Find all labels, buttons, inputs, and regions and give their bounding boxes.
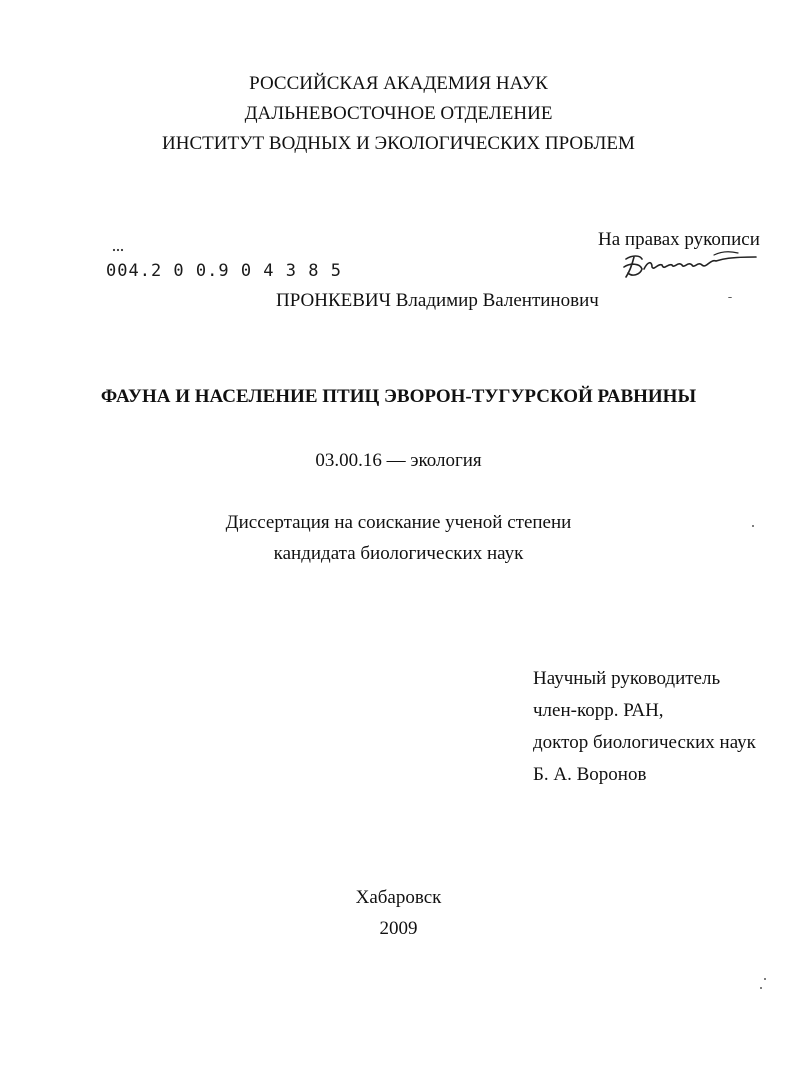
registration-dots-mark <box>112 248 124 252</box>
scan-speck <box>728 297 732 298</box>
supervisor-role: Научный руководитель <box>533 668 721 689</box>
supervisor-name: Б. А. Воронов <box>533 764 647 785</box>
scan-speck <box>752 525 754 527</box>
institution-institute: ИНСТИТУТ ВОДНЫХ И ЭКОЛОГИЧЕСКИХ ПРОБЛЕМ <box>162 133 635 154</box>
scan-speck <box>760 987 762 989</box>
specialty-code: 03.00.16 — экология <box>315 450 482 471</box>
supervisor-rank: член-корр. РАН, <box>533 700 664 721</box>
manuscript-rights-note: На правах рукописи <box>598 229 760 250</box>
dissertation-title: ФАУНА И НАСЕЛЕНИЕ ПТИЦ ЭВОРОН-ТУГУРСКОЙ РАВНИНЫ <box>100 386 697 407</box>
registration-code: 004.2 0 0.9 0 4 3 8 5 <box>106 261 342 281</box>
scan-speck <box>764 978 766 980</box>
institution-branch: ДАЛЬНЕВОСТОЧНОЕ ОТДЕЛЕНИЕ <box>244 103 553 124</box>
author-signature <box>618 245 760 285</box>
institution-academy: РОССИЙСКАЯ АКАДЕМИЯ НАУК <box>249 73 548 94</box>
supervisor-degree: доктор биологических наук <box>533 732 756 753</box>
author-name: ПРОНКЕВИЧ Владимир Валентинович <box>276 290 599 311</box>
dissertation-degree-line2: кандидата биологических наук <box>273 543 524 564</box>
footer-year: 2009 <box>379 918 418 939</box>
dissertation-degree-line1: Диссертация на соискание ученой степени <box>225 512 572 533</box>
footer-city: Хабаровск <box>355 887 442 908</box>
